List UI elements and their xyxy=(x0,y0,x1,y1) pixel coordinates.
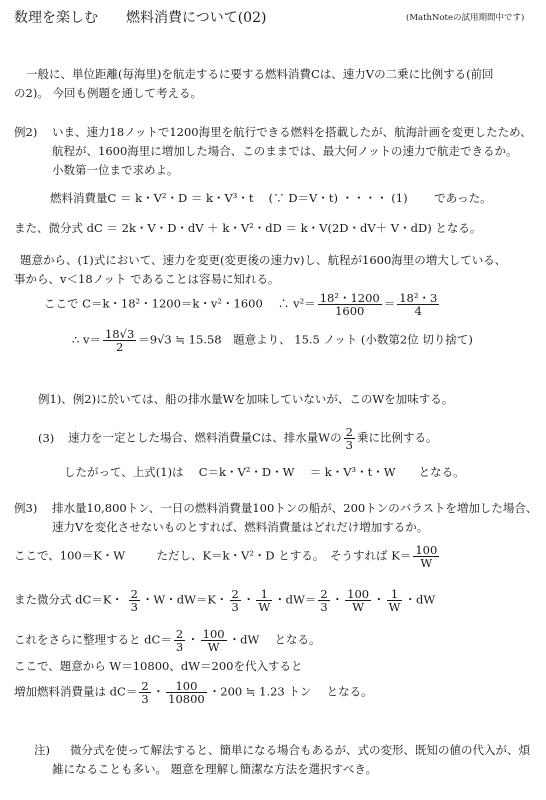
l5-frac-a xyxy=(174,628,185,653)
example-3-line-5: これをさらに整理すると dC＝ $\frac{2}{3}$ ・ $\frac{100}{W}$ ・dW となる。 xyxy=(14,627,321,655)
item-3-fraction-num: 2 xyxy=(345,425,353,439)
l4-frac-d-den: 3 xyxy=(320,600,328,615)
l5-frac-b-den: W xyxy=(207,640,220,655)
calc-line: ここで C＝k・18²・1200＝k・v²・1600 ∴ v²＝ $\frac{\text{18²・1200}}{1600}$ ＝ $\frac{\text{18²・3}}{4}$ xyxy=(44,291,438,319)
l4-frac-b-den: 3 xyxy=(231,600,239,615)
l7-frac-b-den: 10800 xyxy=(168,692,205,707)
l4-frac-f-den: W xyxy=(388,600,401,615)
l4-frac-b xyxy=(230,588,241,613)
l4-frac-f xyxy=(387,588,403,613)
trial-note: (MathNoteの試用期間中です) xyxy=(406,13,525,23)
result-tail: ＝9√3 ≒ 15.58 題意より、 15.5 ノット (小数第2位 切り捨て) xyxy=(138,332,473,347)
paragraph-line-1: 題意から、(1)式において、速力を変更(変更後の速力v)し、航程が1600海里の増大している、 xyxy=(20,253,507,267)
result-fraction-num: 18√3 xyxy=(104,327,135,341)
l4-frac-e-den: W xyxy=(352,600,365,615)
item-3-line-1 xyxy=(68,426,437,451)
example-2-line-1: いま、速力18ノットで1200海里を航行できる燃料を搭載したが、航海計画を変更したため、 xyxy=(52,125,532,139)
example-2-label: 例2) xyxy=(14,125,38,139)
example-3-line-1: 排水量10,800トン、一日の燃料消費量100トンの船が、200トンのバラストを増加した場合、 xyxy=(52,501,538,515)
calc-prefix: ここで C＝k・18²・1200＝k・v²・1600 ∴ v²＝ xyxy=(44,296,316,311)
result-line xyxy=(72,328,473,353)
l4-frac-f-num: 1 xyxy=(387,588,403,601)
l7-frac-a xyxy=(139,680,150,705)
l5-frac-b xyxy=(201,628,227,653)
l4-frac-d-num: 2 xyxy=(320,587,328,601)
example-3-line-6: ここで、題意から W＝10800、dW＝200を代入すると xyxy=(14,659,303,673)
example-3-line-5-tail: ・dW となる。 xyxy=(228,632,321,647)
result-fraction-den: 2 xyxy=(115,340,124,355)
item-3-fraction-den: 3 xyxy=(345,438,353,453)
example-3-line-4: また微分式 dC＝K・ $\frac{2}{3}$ ・W・dW＝K・ $\frac{2}{3}$ ・ $\frac{1}{W}$ ・dW＝ $\frac{2}{3}$ ・ $\frac{100}{W}$ ・ $\frac{1}{W}$ ・dW xyxy=(14,587,436,615)
example-2-line-3: 小数第一位まで求めよ。 xyxy=(52,163,179,177)
equation-1: 燃料消費量C ＝ k・V²・D ＝ k・V³・t (∵ D＝V・t) ・・・・ (1) であった。 xyxy=(50,191,492,205)
intro-line-1: 一般に、単位距離(毎海里)を航走するに要する燃料消費Cは、速力Vの二乗に比例する(前回 xyxy=(26,67,494,81)
intro-line-2: の2)。 今回も例題を通して考える。 xyxy=(14,86,202,100)
l7-frac-b-num: 100 xyxy=(166,680,207,693)
fraction-1 xyxy=(318,292,382,317)
example-3-label: 例3) xyxy=(14,501,38,515)
l4-frac-b-num: 2 xyxy=(231,587,239,601)
fraction-2 xyxy=(397,292,439,317)
item-3-line-1-a: 速力を一定とした場合、燃料消費量Cは、排水量Wの xyxy=(68,430,342,445)
example-3-line-2: 速力Vを変化させないものとすれば、燃料消費量はどれだけ増加するか。 xyxy=(52,520,429,534)
example-3-line-3-b: ただし、K＝k・V²・D とする。 そうすれば K＝ xyxy=(156,548,412,563)
l7-frac-b xyxy=(166,680,207,705)
result-fraction xyxy=(103,328,136,353)
l4-frac-e-num: 100 xyxy=(347,587,370,601)
l4-frac-a xyxy=(129,588,140,613)
note-label: 注) xyxy=(34,743,50,757)
example-3-k-num: 100 xyxy=(415,543,438,557)
example-3-line-4-a: また微分式 dC＝K・ xyxy=(14,592,123,607)
l7-frac-a-num: 2 xyxy=(141,679,149,693)
example-2-line-2: 航程が、1600海里に増加した場合、このままでは、最大何ノットの速力で航走できるか。 xyxy=(52,144,518,158)
item-3-fraction xyxy=(344,426,355,451)
example-3-line-7: 増加燃料消費量は dC＝ $\frac{2}{3}$ ・ $\frac{100}{10800}$ ・200 ≒ 1.23 トン となる。 xyxy=(14,679,373,707)
fraction-2-den: 4 xyxy=(414,304,422,319)
l4-frac-a-den: 3 xyxy=(130,600,138,615)
note-line-1: 微分式を使って解法すると、簡単になる場合もあるが、式の変形、既知の値の代入が、煩 xyxy=(70,743,530,757)
note-line-2: 雑になることも多い。 題意を理解し簡潔な方法を選択すべき。 xyxy=(52,762,377,776)
l5-frac-b-num: 100 xyxy=(202,627,225,641)
item-3-label: (3) xyxy=(38,431,55,445)
fraction-2-num: 18²・3 xyxy=(399,291,438,305)
l4-frac-c-num: 1 xyxy=(256,588,272,601)
example-3-k-den: W xyxy=(420,556,433,571)
example-3-line-7-a: 増加燃料消費量は dC＝ xyxy=(14,684,138,699)
l4-frac-d xyxy=(318,588,329,613)
l7-frac-a-den: 3 xyxy=(141,692,149,707)
fraction-1-num: 18²・1200 xyxy=(319,291,380,305)
example-3-line-7-tail: ・200 ≒ 1.23 トン となる。 xyxy=(208,684,373,699)
l4-frac-e xyxy=(345,588,371,613)
result-prefix: ∴ v＝ xyxy=(72,332,101,347)
example-3-line-5-a: これをさらに整理すると dC＝ xyxy=(14,632,172,647)
l5-frac-a-num: 2 xyxy=(175,627,184,641)
equation-differential: また、微分式 dC ＝ 2k・V・D・dV ＋ k・V²・dD ＝ k・V(2D・dV＋ V・dD) となる。 xyxy=(14,221,482,235)
example-3-line-3 xyxy=(14,544,441,569)
item-3-line-2: したがって、上式(1)は C＝k・V²・D・W ＝ k・V³・t・W となる。 xyxy=(64,465,465,479)
example-3-k-fraction xyxy=(413,544,439,569)
fraction-1-den: 1600 xyxy=(335,304,365,319)
l4-frac-c-den: W xyxy=(258,600,271,615)
l4-frac-c xyxy=(256,588,272,613)
page-title: 数理を楽しむ 燃料消費について(02) xyxy=(14,10,267,26)
example-3-line-3-a: ここで、100＝K・W xyxy=(14,548,126,563)
example-3-line-4-tail: ・dW xyxy=(404,592,436,607)
l4-frac-a-num: 2 xyxy=(130,587,138,601)
l5-frac-a-den: 3 xyxy=(175,640,184,655)
item-3-line-1-b: 乗に比例する。 xyxy=(356,430,438,445)
remark-line: 例1)、例2)に於いては、船の排水量Wを加味していないが、このWを加味する。 xyxy=(38,392,454,406)
paragraph-line-2: 事から、v＜18ノット であることは容易に知れる。 xyxy=(14,272,280,286)
